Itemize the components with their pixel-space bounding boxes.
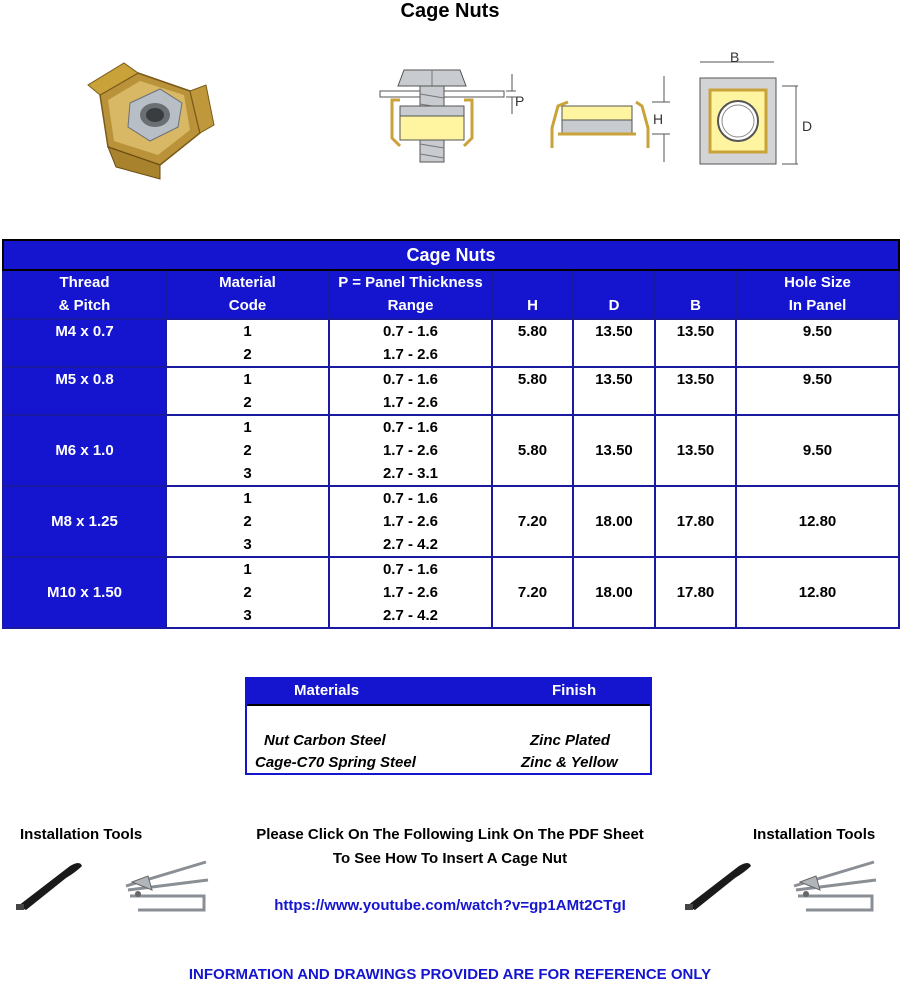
finish-header-label: Finish bbox=[552, 682, 597, 699]
h-cell: 7.20 bbox=[492, 486, 573, 557]
header-hole-size: Hole Size In Panel bbox=[736, 270, 899, 319]
p-dimension-label: P bbox=[515, 93, 525, 109]
d-cell: 13.50 bbox=[573, 415, 655, 486]
d-cell: 13.50 bbox=[573, 319, 655, 367]
finish-cage: Zinc & Yellow bbox=[521, 754, 618, 771]
instruction-line-1: Please Click On The Following Link On The PDF Sheet bbox=[256, 826, 644, 843]
d-cell: 18.00 bbox=[573, 486, 655, 557]
table-row bbox=[3, 319, 899, 367]
b-cell: 17.80 bbox=[655, 486, 736, 557]
material-code-cell: 1 2 3 bbox=[166, 486, 329, 557]
b-cell: 13.50 bbox=[655, 415, 736, 486]
table-title: Cage Nuts bbox=[3, 240, 899, 270]
h-cell: 5.80 bbox=[492, 367, 573, 415]
thread-cell: M4 x 0.7 bbox=[3, 319, 166, 367]
header-d: D bbox=[573, 270, 655, 319]
header-material-code: Material Code bbox=[166, 270, 329, 319]
b-cell: 13.50 bbox=[655, 319, 736, 367]
pry-tool-icon bbox=[14, 858, 86, 914]
table-row bbox=[3, 486, 899, 557]
thread-cell: M8 x 1.25 bbox=[3, 486, 166, 557]
installation-tools-label-right: Installation Tools bbox=[753, 826, 876, 843]
material-code-cell: 1 2 bbox=[166, 319, 329, 367]
d-cell: 13.50 bbox=[573, 367, 655, 415]
material-cage: Cage-C70 Spring Steel bbox=[255, 754, 416, 771]
header-thread: Thread & Pitch bbox=[3, 270, 166, 319]
thread-cell: M10 x 1.50 bbox=[3, 557, 166, 628]
table-row bbox=[3, 415, 899, 486]
finish-nut: Zinc Plated bbox=[530, 732, 611, 749]
page-title: Cage Nuts bbox=[400, 0, 500, 22]
materials-header bbox=[247, 679, 650, 706]
material-code-cell: 1 2 bbox=[166, 367, 329, 415]
h-cell: 5.80 bbox=[492, 415, 573, 486]
b-dimension-label: B bbox=[730, 50, 740, 65]
hole-size-cell: 12.80 bbox=[736, 557, 899, 628]
thread-cell: M5 x 0.8 bbox=[3, 367, 166, 415]
reference-disclaimer: INFORMATION AND DRAWINGS PROVIDED ARE FOR REFERENCE ONLY bbox=[188, 966, 712, 983]
panel-range-cell: 0.7 - 1.6 1.7 - 2.6 bbox=[329, 319, 492, 367]
h-cell: 7.20 bbox=[492, 557, 573, 628]
panel-range-cell: 0.7 - 1.6 1.7 - 2.6 2.7 - 3.1 bbox=[329, 415, 492, 486]
cage-nut-top-view-diagram bbox=[692, 50, 822, 168]
d-dimension-label: D bbox=[802, 118, 813, 134]
cage-nut-profile-diagram bbox=[548, 72, 678, 164]
h-cell: 5.80 bbox=[492, 319, 573, 367]
panel-range-cell: 0.7 - 1.6 1.7 - 2.6 2.7 - 4.2 bbox=[329, 557, 492, 628]
b-cell: 17.80 bbox=[655, 557, 736, 628]
header-h: H bbox=[492, 270, 573, 319]
materials-box bbox=[245, 677, 652, 775]
thread-cell: M6 x 1.0 bbox=[3, 415, 166, 486]
table-header-row bbox=[3, 270, 899, 319]
table-row bbox=[3, 367, 899, 415]
d-cell: 18.00 bbox=[573, 557, 655, 628]
panel-range-cell: 0.7 - 1.6 1.7 - 2.6 bbox=[329, 367, 492, 415]
material-nut: Nut Carbon Steel bbox=[264, 732, 386, 749]
cage-nut-assembly-diagram bbox=[372, 64, 532, 164]
video-link[interactable]: https://www.youtube.com/watch?v=gp1AMt2CTgI bbox=[274, 897, 626, 914]
hole-size-cell: 9.50 bbox=[736, 367, 899, 415]
installation-tools-label-left: Installation Tools bbox=[20, 826, 143, 843]
hole-size-cell: 12.80 bbox=[736, 486, 899, 557]
material-code-cell: 1 2 3 bbox=[166, 415, 329, 486]
material-code-cell: 1 2 3 bbox=[166, 557, 329, 628]
header-panel-thickness: P = Panel Thickness Range bbox=[329, 270, 492, 319]
b-cell: 13.50 bbox=[655, 367, 736, 415]
hole-size-cell: 9.50 bbox=[736, 415, 899, 486]
materials-header-label: Materials bbox=[294, 682, 360, 699]
h-dimension-label: H bbox=[653, 111, 664, 127]
insertion-tool-icon bbox=[786, 856, 882, 916]
cage-nut-photo bbox=[78, 55, 228, 185]
instruction-line-2: To See How To Insert A Cage Nut bbox=[332, 850, 568, 867]
table-row bbox=[3, 557, 899, 628]
hole-size-cell: 9.50 bbox=[736, 319, 899, 367]
cage-nut-spec-table bbox=[2, 239, 900, 629]
panel-range-cell: 0.7 - 1.6 1.7 - 2.6 2.7 - 4.2 bbox=[329, 486, 492, 557]
header-b: B bbox=[655, 270, 736, 319]
